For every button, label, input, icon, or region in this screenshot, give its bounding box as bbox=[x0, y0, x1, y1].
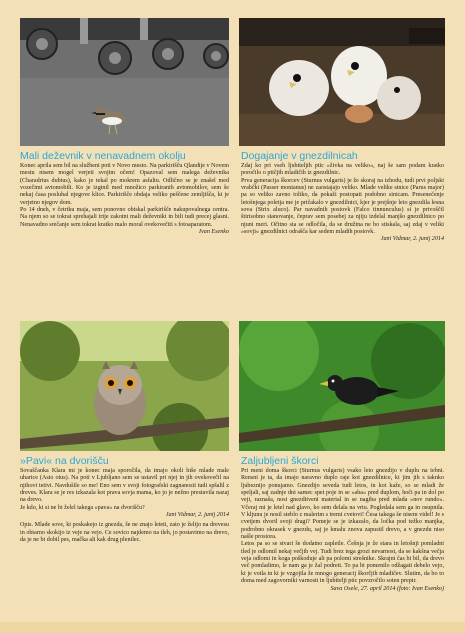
article-plover bbox=[20, 18, 229, 318]
article-body bbox=[20, 163, 229, 236]
photo-long-eared-owl bbox=[20, 321, 229, 451]
paragraph: Je kdo, ki si ne bi želel takega »pava« na dvorišču? bbox=[20, 504, 145, 511]
paragraph: Sovaščanka Klara mi je konec maja sporočila, da imajo okoli hiše mlade male uharice (Asio otus). Na poti v Ljubljano sem se ustavil pri njej in jih ovekovečil na njihovi tetivi. Navdušile so me! Eno sem v svoji fotografski zagnanosti tudi spšalil z dreves. Klara se je res izkazala kot prava sovja mama, ko jo je nežno prestavila nazaj na drevo. bbox=[20, 468, 229, 504]
article-title: Zaljubljeni škorci bbox=[241, 455, 319, 467]
article-title: Dogajanje v gnezdilnicah bbox=[241, 150, 358, 162]
article-title: »Pavi« na dvorišču bbox=[20, 455, 109, 467]
article-nestboxes bbox=[239, 18, 445, 318]
article-starlings bbox=[239, 321, 445, 623]
signature: Ivan Esenko bbox=[199, 229, 229, 236]
article-owl bbox=[20, 321, 229, 623]
paragraph: Po 14 dneh, v četrtku maja, sem ponovno obiskal parkirišče nakupovalnega centra. Na njem so se tokrat sprehajali trije zakotni mali deževniki in bili tudi precej glasni. Nenavadno srečanje sem tokrat kratko malo moral ovekovečiti s fotoaparatom. bbox=[20, 207, 229, 228]
paragraph: Prva generacija škorcev (Sturnus vulgaris) je že skoraj na izhodu, tudi prvi poljski vrabčki (Passer montanus) ne zaostajajo veliko. Mlade velike sinice (Parus major) pa so veliko zavno toliko, da pokaži postopati podobno sinicam. Presenečenje letošnjega poletja me je pričakalo v gnezdilnici, kjer je prejšnje leto gnezdila lesna sova (Strix aluco). Par navadnih postovk (Falco tinnunculus) si je privoščil štirisobno stanovanje, čeprav sem posebej za njiju izdelal manjšo gnezdilnico po njuni meri. Očitno sta se odločila, da se družina ne bo stiskala, saj zdaj v veliki »sovji« gnezdilnici odrašča kar sedem mladih postovk. bbox=[241, 177, 444, 236]
signature: Jani Vidmar, 2. junij 2014 bbox=[165, 512, 229, 519]
signature: Jani Vidmar, 2. junij 2014 bbox=[380, 236, 444, 243]
photo-little-ringed-plover bbox=[20, 18, 229, 146]
paragraph: Pri meni doma škorci (Sturnus vulgaris) vsako leto gnezdijo v duplu na tebni. Rensni je ta, da imajo naravno duplo raje kot gnezdilnice, ki jim jih s taknko ljubeznijo ponujamo. Gnezdijo seveda tudi letos, in kot kaže, so se mladi že speljali, saj zadnje dni samec spet poje in se »aba« pred duplom, hoči pa in dol po veji, raznaša, nosi gnezditveni material in se nagiba pred mlada »nov rundo«. Včeraj mi je letel nad glavo, ko sem delala na vrtu. Pogledala sem ga in osupnila. V kljunu je nosil steblo z malerim s tremi cvetovi! Česa takega še nisem videl! Je s cvetjem dvoril svoji dragi? Pomeje se je izkazalo, da ločka pod težko manjka, podrobno okrasek v gnezdu, saj je kmalu znova zapustil drevo, a v gnezdu niso našle prostora. bbox=[241, 468, 444, 541]
photo-kestrel-chicks bbox=[239, 18, 445, 146]
signature: Sava Osele, 27. april 2014 (foto: Ivan Esenko) bbox=[330, 585, 444, 592]
article-body bbox=[241, 163, 444, 244]
article-title: Mali deževnik v nenavadnem okolju bbox=[20, 150, 186, 162]
page-footer-band bbox=[0, 622, 465, 633]
paragraph: Konec aprila sem bil na službeni poti v Novo mesto. Na parkirišču Qlandije v Novem mestu nisem mogel verjeti svojim očem! Opazoval sem malega deževnika (Charadrius dubius), kako je tekal po mokrem asfaltu. Odlično se je znašel med vozečimi avtomobili. Ko je izginil med množico parkiranih avtomobilov, sem še nekaj časa posluhal njegove klice. Parkirišče obdaja veliko peščene zemljišča, ki je verjetno njegov dom. bbox=[20, 163, 229, 206]
postscript: Opis. Mlade sove, ki poskakejo iz gnezda, še ne znajo leteti, zato je želijo na drevesu in obtarno skokijo iz veje na vejo. Ce sovico najdemo na tleh, jo postavimo na drevo, da je ne bi dobil pes, mačka ali kak drug plenilec. bbox=[20, 522, 229, 544]
photo-starling-flowers bbox=[239, 321, 445, 451]
article-body bbox=[20, 468, 229, 544]
paragraph: Zdaj ko pri vseh ljubiteljih ptic »živka na veliko«, naj še sam podam kratko poročilo o ptičjih mladičih iz gnezdilnic. bbox=[241, 163, 444, 177]
article-body bbox=[241, 468, 444, 593]
paragraph: Letos pa so se stvari še dodatno zapletle. Češnja je že stara in letošnji pomladni tled je odlomil nekaj večjih vej. Tudi brez tega grozi nevarnost, da se kakšna večja veja odlomi in koga poškoduje ali pa polomi strešnike. Skrajni čas bi bil, da drevo več pomladimo, le nam ga je žal podreti. To pa bi pomenilo odžagati debelo vejo, ki je votla in ki je vzgojila že mnogo generacij škorčjih mladičev. Slutim, da bo to doma med zagovorniki varnosti in ljubitelji ptic povzročilo soten prepir. bbox=[241, 541, 444, 585]
